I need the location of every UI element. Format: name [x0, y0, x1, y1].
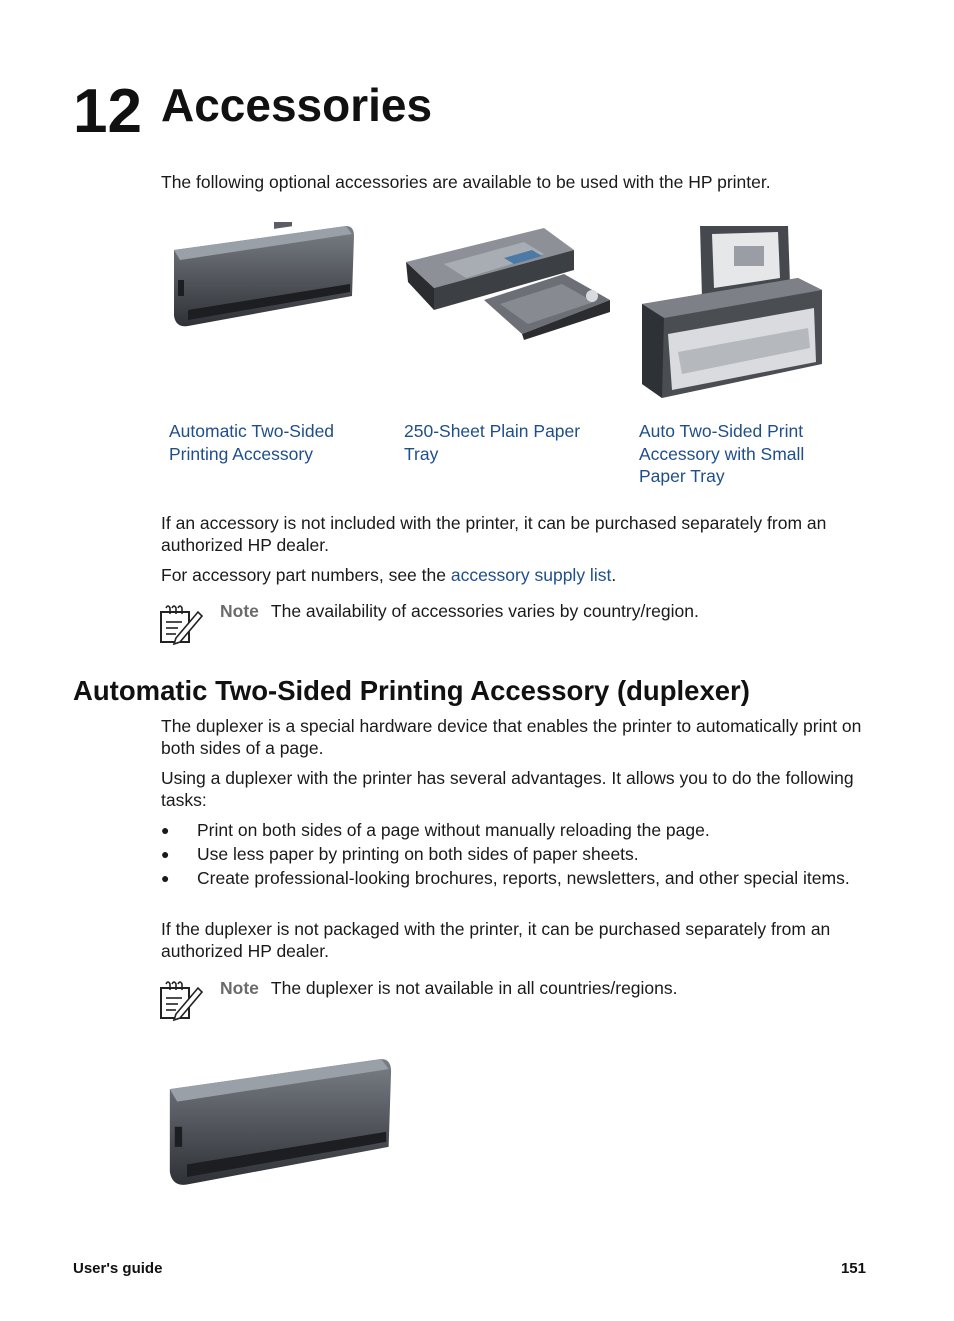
note-text: The duplexer is not available in all countries/regions. [270, 978, 678, 998]
caption-line: Accessory with Small [639, 443, 805, 464]
bullet-icon: ● [161, 846, 170, 862]
list-item-text: Create professional-looking brochures, reports, newsletters, and other special items. [197, 868, 850, 888]
note-label: Note [220, 601, 259, 621]
page-number: 151 [840, 1260, 866, 1277]
note-text: The availability of accessories varies by country/region. [270, 601, 699, 621]
paper-tray-image [404, 224, 614, 342]
note-availability [220, 600, 870, 622]
chapter-number: 12 [73, 77, 142, 146]
section-para-2: Using a duplexer with the printer has several advantages. It allows you to do the following tasks: [161, 768, 854, 810]
caption-line: Automatic Two-Sided [169, 421, 335, 441]
duplexer-image [166, 222, 358, 332]
intro-text: The following optional accessories are available to be used with the HP printer. [161, 172, 771, 192]
accessory-link-paper-tray[interactable] [404, 420, 614, 465]
note-label: Note [220, 978, 259, 998]
chapter-title: Accessories [161, 79, 433, 131]
accessory-supply-list-link[interactable]: accessory supply list [450, 565, 612, 585]
advantages-list [161, 819, 861, 891]
list-item-text: Use less paper by printing on both sides of paper sheets. [197, 844, 639, 864]
footer-guide-title: User's guide [73, 1260, 163, 1277]
bullet-icon: ● [161, 822, 170, 838]
duplexer-large-image [160, 1054, 396, 1192]
section-para-1: The duplexer is a special hardware device that enables the printer to automatically print on both sides of a page. [161, 716, 862, 758]
part-numbers-prefix: For accessory part numbers, see the [161, 565, 451, 585]
list-item [161, 843, 861, 865]
part-numbers-text [161, 564, 871, 586]
section-para-3: If the duplexer is not packaged with the printer, it can be purchased separately from an authorized HP dealer. [161, 919, 831, 961]
caption-line: Printing Accessory [169, 443, 313, 464]
bullet-icon: ● [161, 870, 170, 886]
caption-line: Auto Two-Sided Print [639, 421, 804, 441]
accessory-link-duplexer[interactable] [169, 420, 379, 465]
section-title: Automatic Two-Sided Printing Accessory (duplexer) [73, 675, 750, 706]
part-numbers-suffix: . [611, 565, 617, 585]
caption-line: 250-Sheet Plain Paper [404, 421, 581, 441]
note-icon [158, 602, 204, 646]
accessory-link-duplexer-small-tray[interactable] [639, 420, 859, 488]
caption-line: Tray [404, 443, 439, 464]
note-icon [158, 978, 204, 1022]
purchase-text: If an accessory is not included with the printer, it can be purchased separately from an authorized HP dealer. [161, 513, 827, 555]
list-item [161, 819, 861, 841]
note-duplexer-availability [220, 977, 870, 999]
list-item [161, 867, 861, 889]
duplexer-small-tray-image [638, 224, 826, 400]
list-item-text: Print on both sides of a page without manually reloading the page. [197, 820, 710, 840]
caption-line: Paper Tray [639, 466, 725, 486]
